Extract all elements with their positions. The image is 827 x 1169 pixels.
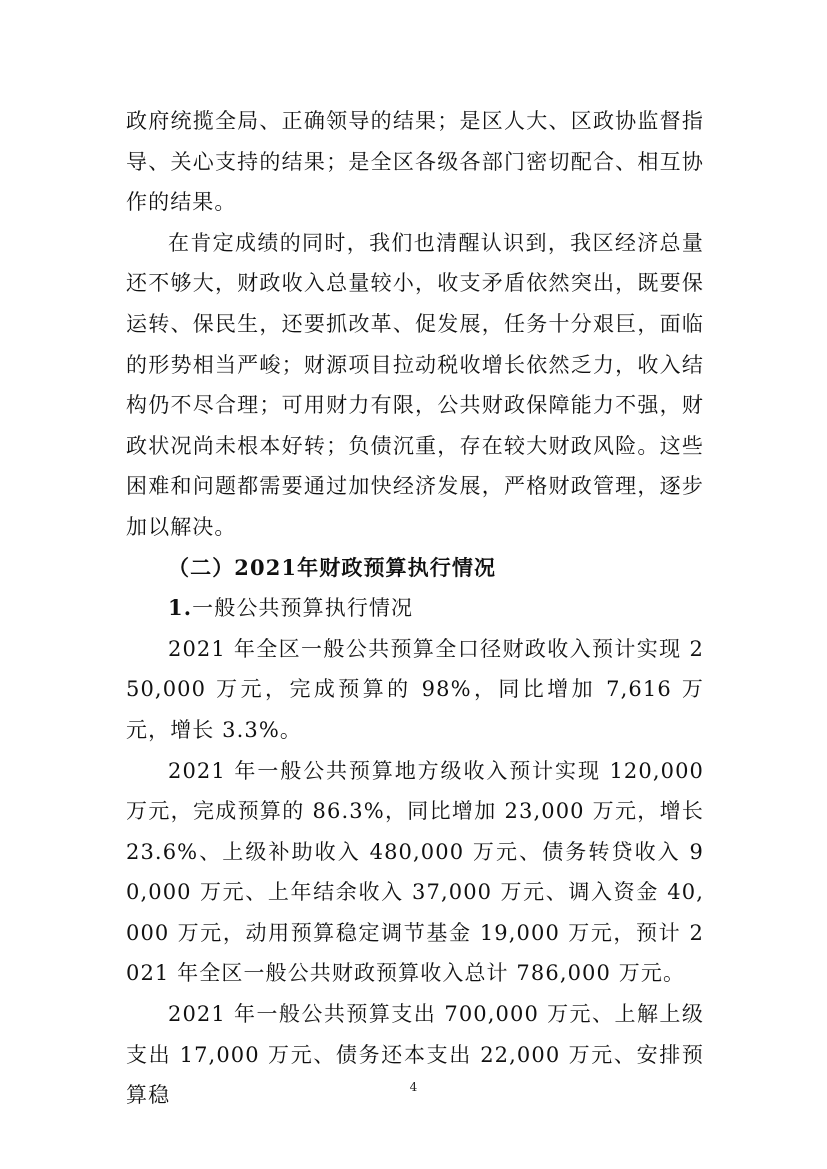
paragraph-challenges: 在肯定成绩的同时，我们也清醒认识到，我区经济总量还不够大，财政收入总量较小，收支矛盾依然突出，既要保运转、保民生，还要抓改革、促发展，任务十分艰巨，面临的形势相当严峻；财源项目拉动税收增长依然乏力，收入结构仍不尽合理；可用财力有限，公共财政保障能力不强，财政状况尚未根本好转；负债沉重，存在较大财政风险。这些困难和问题都需要通过加快经济发展，严格财政管理，逐步加以解决。 bbox=[126, 230, 704, 539]
sub-heading-title: 一般公共预算执行情况 bbox=[192, 596, 414, 621]
section-heading: （二）2021年财政预算执行情况 bbox=[168, 554, 497, 580]
sub-heading-number: 1. bbox=[168, 595, 193, 621]
paragraph-local-revenue: 2021 年一般公共预算地方级收入预计实现 120,000 万元，完成预算的 86.3%，同比增加 23,000 万元，增长 23.6%、上级补助收入 480,000 万元、债务转贷收入 90,000 万元、上年结余收入 37,000 万元、调入资金 40,000 万元，动用预算稳定调节基金 19,000 万元，预计 2021 年全区一般公共财政预算收入总计 786,000 万元。 bbox=[126, 758, 704, 986]
sub-heading bbox=[126, 588, 704, 629]
document-body bbox=[126, 101, 704, 1116]
paragraph-continuation: 政府统揽全局、正确领导的结果；是区人大、区政协监督指导、关心支持的结果；是全区各级各部门密切配合、相互协作的结果。 bbox=[126, 109, 704, 215]
paragraph-expenditure: 2021 年一般公共预算支出 700,000 万元、上解上级支出 17,000 万元、债务还本支出 22,000 万元、安排预算稳 bbox=[126, 1002, 704, 1108]
paragraph-total-revenue: 2021 年全区一般公共预算全口径财政收入预计实现 250,000 万元，完成预算的 98%，同比增加 7,616 万元，增长 3.3%。 bbox=[126, 636, 704, 742]
page-number: 4 bbox=[409, 1080, 418, 1094]
